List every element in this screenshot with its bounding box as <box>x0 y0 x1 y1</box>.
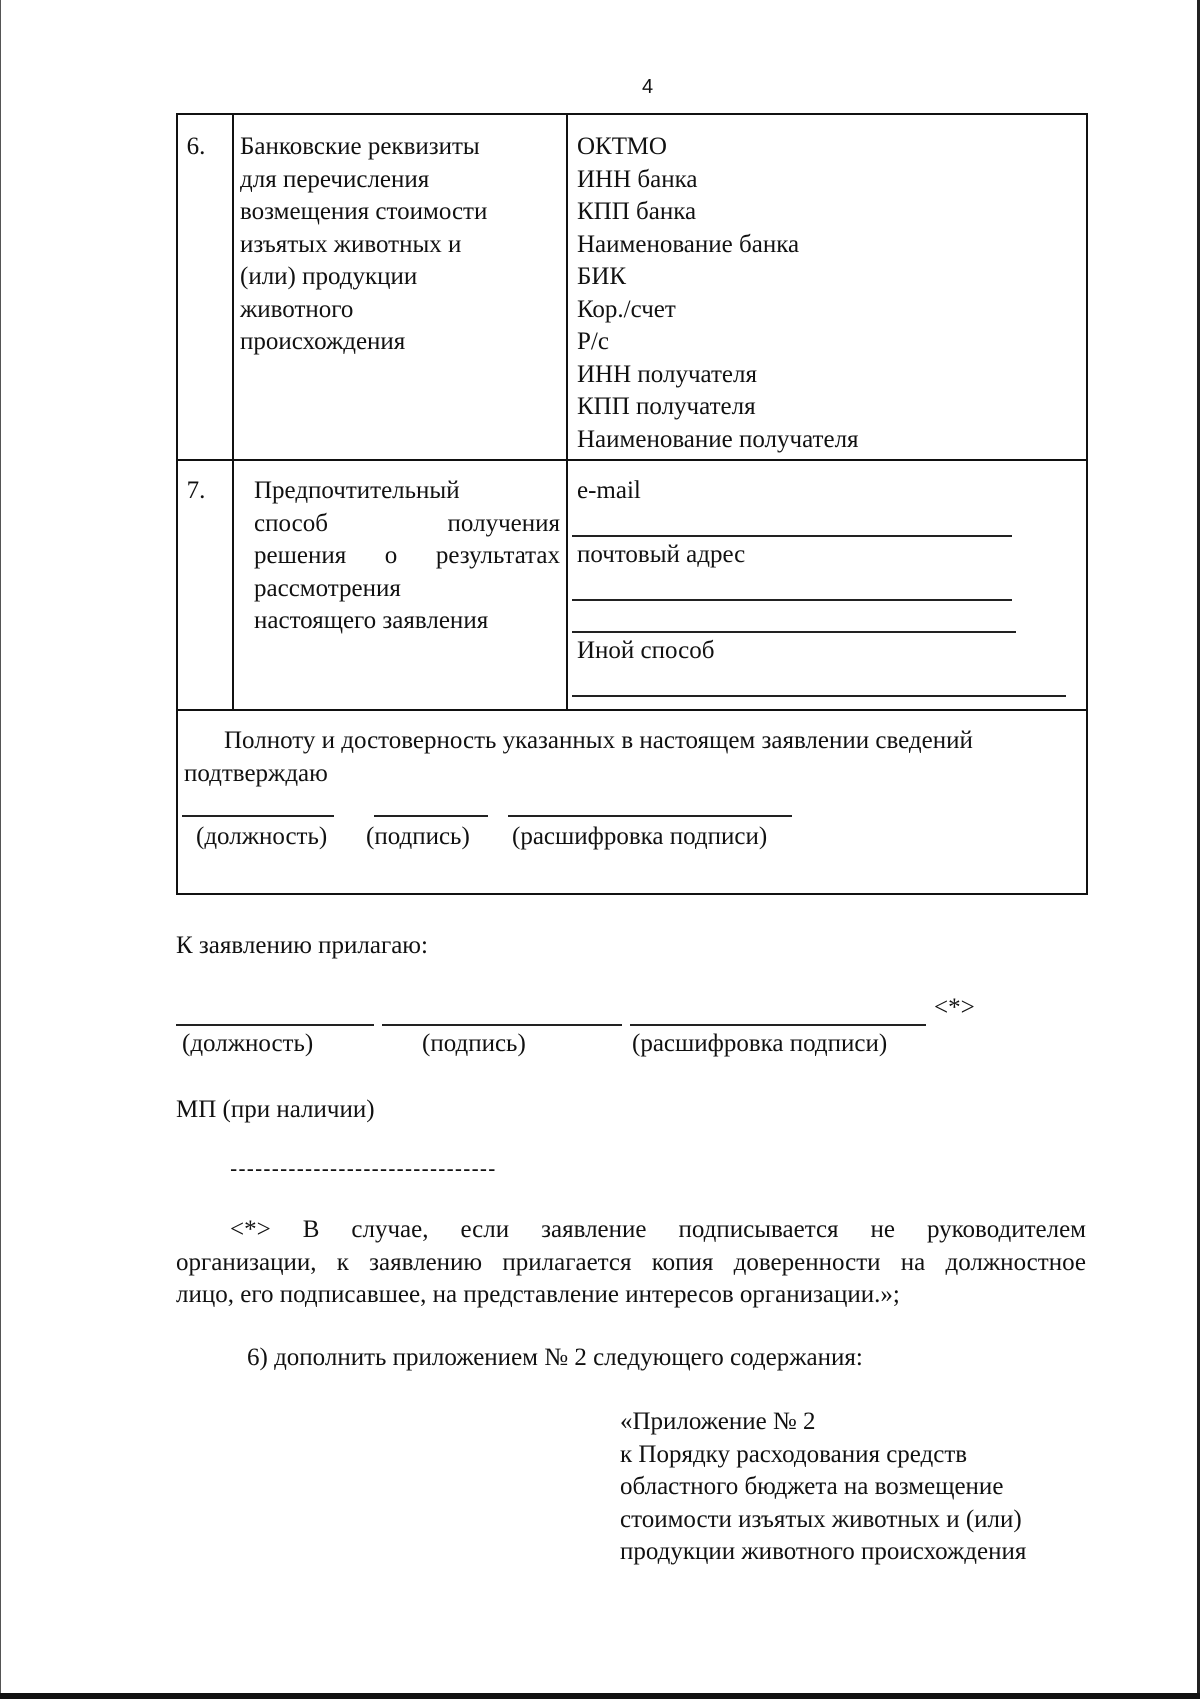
row6-name-line: для перечисления <box>240 165 430 193</box>
row6-name-line: возмещения стоимости <box>240 198 488 225</box>
row7-name-line: настоящего заявления <box>254 607 489 634</box>
confirmation-line: подтверждаю <box>184 759 328 787</box>
row6-name <box>240 131 530 359</box>
post-address-input-line[interactable] <box>572 599 1012 601</box>
other-method-input-line[interactable] <box>572 695 1066 697</box>
bank-field-bank-name: Наименование банка <box>577 230 800 258</box>
confirmation-line: Полноту и достоверность указанных в настоящем заявлении сведений <box>224 727 973 754</box>
appendix-line: стоимости изъятых животных и (или) <box>620 1505 1022 1533</box>
footnote-separator: -------------------------------- <box>230 1156 497 1181</box>
bank-field-kpp-recipient: КПП получателя <box>577 393 756 420</box>
appendix-line: к Порядку расходования средств <box>620 1440 968 1468</box>
email-input-line[interactable] <box>572 535 1012 537</box>
attach-decoding-line[interactable] <box>630 1024 926 1026</box>
appendix-heading <box>620 1406 1100 1569</box>
row6-name-line: происхождения <box>240 328 406 355</box>
footnote-marker: <*> <box>934 994 975 1021</box>
bank-field-recipient-name: Наименование получателя <box>577 425 859 453</box>
caption-position: (должность) <box>196 823 328 850</box>
row6-name-line: изъятых животных и <box>240 230 462 258</box>
footnote-line: лицо, его подписавшее, на представление интересов организации.»; <box>176 1281 900 1308</box>
row7-name-line: способ получения <box>254 509 560 537</box>
option-other-label: Иной способ <box>577 637 715 664</box>
page-number: 4 <box>642 76 654 98</box>
appendix-line: «Приложение № 2 <box>620 1408 816 1435</box>
row7-name-line: решения о результатах <box>254 542 560 569</box>
row6-number: 6. <box>186 133 206 160</box>
option-post-label: почтовый адрес <box>577 541 746 568</box>
row-divider-7-confirm <box>176 709 1088 711</box>
amendment-text: 6) дополнить приложением № 2 следующего содержания: <box>247 1344 863 1371</box>
position-line-part2[interactable] <box>242 815 334 817</box>
col-divider-name <box>566 113 568 709</box>
bank-field-kpp-bank: КПП банка <box>577 198 697 225</box>
footnote-line: организации, к заявлению прилагается копия доверенности на должностное <box>176 1248 1086 1276</box>
signature-decoding-line[interactable] <box>508 815 792 817</box>
footnote <box>176 1214 1086 1312</box>
attach-position-line[interactable] <box>176 1024 374 1026</box>
attachments-label: К заявлению прилагаю: <box>176 932 428 959</box>
attach-caption-signature: (подпись) <box>422 1030 526 1057</box>
attach-caption-decoding: (расшифровка подписи) <box>632 1030 888 1057</box>
attach-signature-line[interactable] <box>382 1024 622 1026</box>
table-border-bottom <box>176 893 1088 895</box>
appendix-line: продукции животного происхождения <box>620 1538 1027 1565</box>
table-border-top <box>176 113 1088 115</box>
row6-name-line: Банковские реквизиты <box>240 133 480 160</box>
seal-label: МП (при наличии) <box>176 1096 375 1123</box>
page-edge-left <box>0 0 1 1699</box>
bank-field-inn-bank: ИНН банка <box>577 165 698 193</box>
row6-name-line: животного <box>240 295 354 323</box>
col-divider-number <box>232 113 234 709</box>
row-divider-6-7 <box>176 459 1088 461</box>
position-line-part1[interactable] <box>182 815 242 817</box>
bank-field-corr-account: Кор./счет <box>577 295 676 323</box>
row7-number: 7. <box>186 477 206 504</box>
bank-field-account: Р/с <box>577 328 609 355</box>
appendix-line: областного бюджета на возмещение <box>620 1473 1004 1500</box>
attach-caption-position: (должность) <box>182 1030 314 1057</box>
row7-name-line: рассмотрения <box>254 574 401 602</box>
page-edge-bottom <box>0 1693 1200 1699</box>
row7-name-line: Предпочтительный <box>254 477 460 504</box>
table-border-right <box>1086 113 1088 895</box>
footnote-line: <*> В случае, если заявление подписывается не руководителем <box>230 1216 1086 1243</box>
bank-field-oktmo: ОКТМО <box>577 133 667 160</box>
caption-signature-decoding: (расшифровка подписи) <box>512 823 768 850</box>
row6-fields <box>577 131 1077 456</box>
bank-field-bik: БИК <box>577 263 627 290</box>
row7-name <box>254 475 560 638</box>
post-address-input-line-2[interactable] <box>572 631 1016 633</box>
confirmation-text <box>184 725 1084 790</box>
bank-field-inn-recipient: ИНН получателя <box>577 360 757 388</box>
option-email-label: e-mail <box>577 477 641 504</box>
form-table <box>176 113 1088 895</box>
row6-name-line: (или) продукции <box>240 263 418 290</box>
signature-line[interactable] <box>374 815 488 817</box>
caption-signature: (подпись) <box>366 823 470 850</box>
